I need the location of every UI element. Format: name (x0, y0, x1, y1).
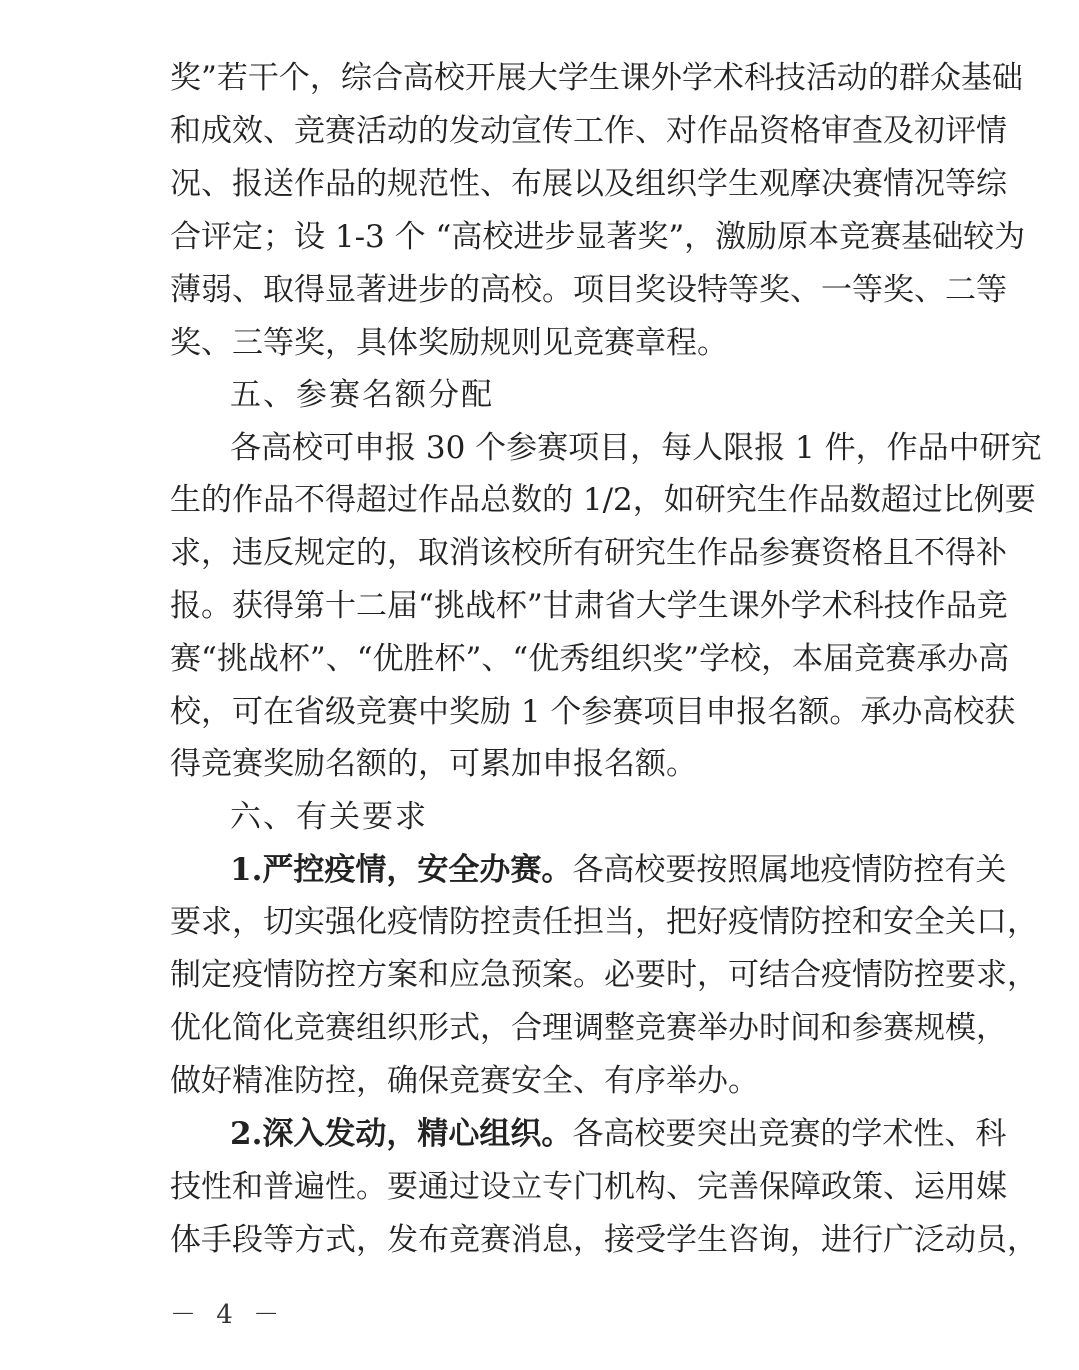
paragraph-line: 要求，切实强化疫情防控责任担当，把好疫情防控和安全关口， (170, 904, 1038, 940)
item-2-first-line (230, 1112, 1007, 1156)
paragraph-line: 和成效、竞赛活动的发动宣传工作、对作品资格审查及初评情 (170, 113, 1007, 149)
paragraph-line: 薄弱、取得显著进步的高校。项目奖设特等奖、一等奖、二等 (170, 272, 1007, 308)
paragraph-line: 体手段等方式，发布竞赛消息，接受学生咨询，进行广泛动员， (170, 1222, 1038, 1258)
paragraph-line: 求，违反规定的，取消该校所有研究生作品参赛资格且不得补 (170, 535, 1007, 571)
item-2-lead: 2.深入发动，精心组织。 (230, 1116, 573, 1152)
paragraph-line: 校，可在省级竞赛中奖励 1 个参赛项目申报名额。承办高校获 (170, 694, 1016, 730)
paragraph-line: 报。获得第十二届“挑战杯”甘肃省大学生课外学术科技作品竞 (170, 588, 1008, 624)
item-2-first-rest: 各高校要突出竞赛的学术性、科 (572, 1116, 1007, 1152)
paragraph-line: 奖”若干个，综合高校开展大学生课外学术科技活动的群众基础 (170, 60, 1023, 96)
paragraph-line: 合评定；设 1-3 个 “高校进步显著奖”，激励原本竞赛基础较为 (170, 219, 1026, 255)
section-heading-5: 五、参赛名额分配 (230, 377, 494, 413)
item-1-first-rest: 各高校要按照属地疫情防控有关 (572, 852, 1007, 888)
paragraph-line: 做好精准防控，确保竞赛安全、有序举办。 (170, 1063, 759, 1099)
paragraph-line: 技性和普遍性。要通过设立专门机构、完善保障政策、运用媒 (170, 1169, 1007, 1205)
page-number: － 4 － (170, 1300, 286, 1330)
paragraph-line: 生的作品不得超过作品总数的 1/2，如研究生作品数超过比例要 (170, 482, 1036, 518)
paragraph-line: 优化简化竞赛组织形式，合理调整竞赛举办时间和参赛规模， (170, 1010, 1007, 1046)
paragraph-line: 得竞赛奖励名额的，可累加申报名额。 (170, 746, 697, 782)
item-1-first-line (230, 848, 1007, 892)
paragraph-line: 各高校可申报 30 个参赛项目，每人限报 1 件，作品中研究 (230, 430, 1042, 466)
paragraph-line: 制定疫情防控方案和应急预案。必要时，可结合疫情防控要求， (170, 957, 1038, 993)
section-heading-6: 六、有关要求 (230, 799, 428, 835)
paragraph-line: 况、报送作品的规范性、布展以及组织学生观摩决赛情况等综 (170, 166, 1007, 202)
paragraph-line: 赛“挑战杯”、“优胜杯”、“优秀组织奖”学校，本届竞赛承办高 (170, 641, 1010, 677)
paragraph-line: 奖、三等奖，具体奖励规则见竞赛章程。 (170, 325, 728, 361)
item-1-lead: 1.严控疫情，安全办赛。 (230, 852, 573, 888)
